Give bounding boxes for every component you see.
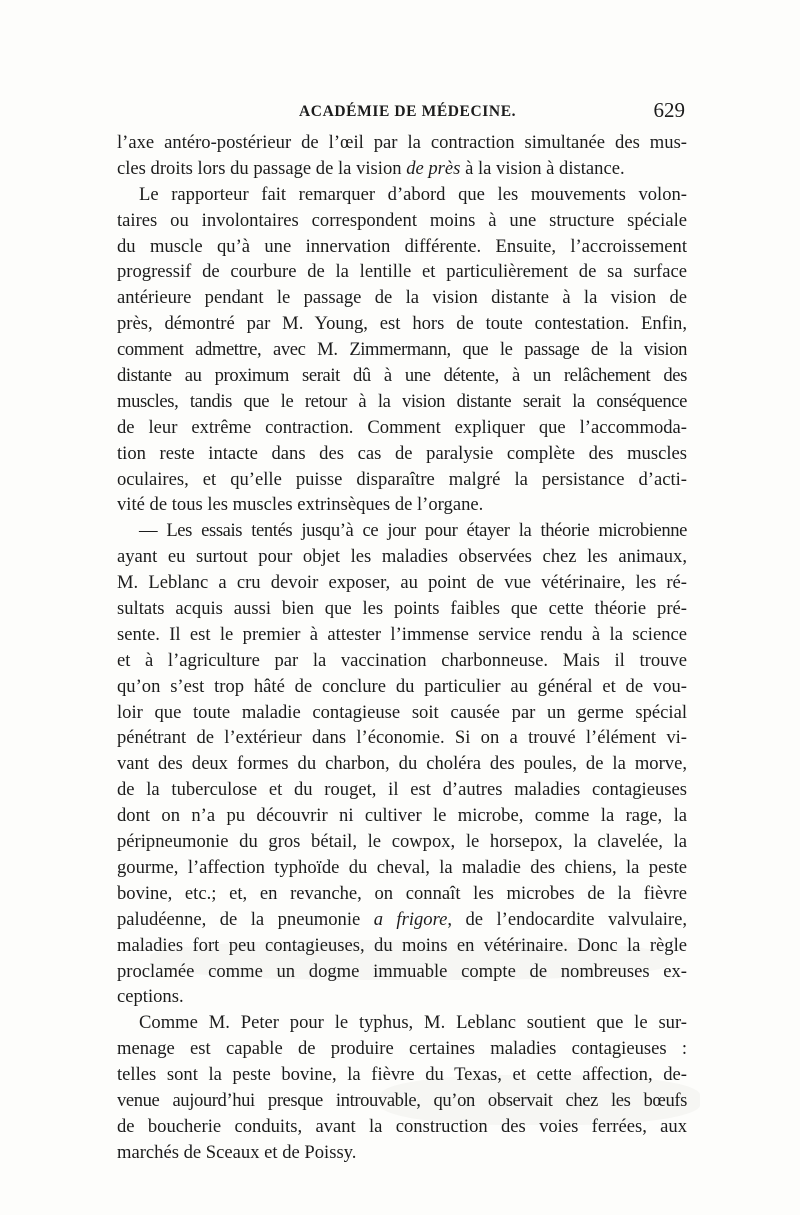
- text-run: oculaires, et qu’elle puisse disparaître malgré la persistance d’acti-: [117, 468, 687, 490]
- text-line: [117, 829, 687, 855]
- text-line: [117, 208, 687, 234]
- text-line: [117, 907, 687, 933]
- text-run: telles sont la peste bovine, la fièvre du Texas, et cette affection, de-: [117, 1064, 687, 1086]
- text-line: [117, 1036, 687, 1062]
- text-run: M. Leblanc a cru devoir exposer, au point de vue vétérinaire, les ré-: [117, 572, 687, 594]
- text-line: [117, 1140, 687, 1166]
- text-line: [117, 674, 687, 700]
- text-line: [117, 570, 687, 596]
- text-run: vant des deux formes du charbon, du choléra des poules, de la morve,: [117, 753, 687, 775]
- page-header: [117, 98, 687, 128]
- text-run: Comme M. Peter pour le typhus, M. Leblanc soutient que le sur-: [139, 1012, 687, 1034]
- text-run: — Les essais tentés jusqu’à ce jour pour étayer la théorie microbienne: [139, 520, 687, 542]
- text-run: à la vision à distance.: [460, 157, 625, 179]
- text-line: [117, 285, 687, 311]
- text-run: maladies fort peu contagieuses, du moins en vétérinaire. Donc la règle: [117, 934, 687, 956]
- text-line: [117, 389, 687, 415]
- text-run: vité de tous les muscles extrinsèques de l’organe.: [117, 494, 484, 516]
- text-run: dont on n’a pu découvrir ni cultiver le microbe, comme la rage, la: [117, 805, 687, 827]
- text-run: de la tuberculose et du rouget, il est d’autres maladies contagieuses: [117, 779, 687, 801]
- text-line: [117, 725, 687, 751]
- text-run: loir que toute maladie contagieuse soit causée par un germe spécial: [117, 701, 687, 723]
- text-run: sente. Il est le premier à attester l’immense service rendu à la science: [117, 623, 687, 645]
- page-number: 629: [653, 98, 685, 122]
- text-run: , de l’endocardite valvulaire,: [447, 908, 687, 930]
- text-line: [117, 156, 687, 182]
- text-run: muscles, tandis que le retour à la vision distante serait la conséquence: [117, 390, 687, 412]
- text-line: [117, 855, 687, 881]
- text-line: [117, 518, 687, 544]
- text-line: [117, 959, 687, 985]
- text-run: ceptions.: [117, 986, 184, 1008]
- italic-run: a frigore: [373, 908, 448, 930]
- text-line: [117, 544, 687, 570]
- text-line: [117, 363, 687, 389]
- text-run: progressif de courbure de la lentille et particulièrement de sa surface: [117, 261, 687, 283]
- text-line: [117, 803, 687, 829]
- text-line: [117, 311, 687, 337]
- text-run: l’axe antéro-postérieur de l’œil par la contraction simultanée des mus-: [117, 132, 687, 153]
- text-line: [117, 1114, 687, 1140]
- text-line: [117, 492, 687, 518]
- text-line: [117, 984, 687, 1010]
- text-line: [117, 700, 687, 726]
- text-run: tion reste intacte dans des cas de paralysie complète des muscles: [117, 442, 687, 464]
- text-line: [117, 933, 687, 959]
- text-line: [117, 441, 687, 467]
- text-line: [117, 751, 687, 777]
- text-line: [117, 130, 687, 156]
- text-run: distante au proximum serait dû à une détente, à un relâchement des: [117, 365, 687, 387]
- text-run: qu’on s’est trop hâté de conclure du particulier au général et de vou-: [117, 675, 687, 697]
- text-run: de boucherie conduits, avant la construction des voies ferrées, aux: [117, 1115, 687, 1137]
- text-run: péripneumonie du gros bétail, le cowpox, le horsepox, la clavelée, la: [117, 831, 687, 853]
- text-line: [117, 648, 687, 674]
- text-line: [117, 622, 687, 648]
- text-line: [117, 881, 687, 907]
- text-run: et à l’agriculture par la vaccination charbonneuse. Mais il trouve: [117, 649, 687, 671]
- text-run: venue aujourd’hui presque introuvable, qu’on observait chez les bœufs: [117, 1089, 687, 1111]
- text-run: bovine, etc.; et, en revanche, on connaît les microbes de la fièvre: [117, 882, 687, 904]
- text-line: [117, 467, 687, 493]
- text-run: cles droits lors du passage de la vision: [117, 157, 407, 179]
- text-line: [117, 1088, 687, 1114]
- text-run: de leur extrême contraction. Comment expliquer que l’accommoda-: [117, 416, 687, 438]
- text-run: sultats acquis aussi bien que les points faibles que cette théorie pré-: [117, 598, 687, 620]
- text-line: [117, 777, 687, 803]
- text-run: marchés de Sceaux et de Poissy.: [117, 1141, 357, 1163]
- text-run: comment admettre, avec M. Zimmermann, que le passage de la vision: [117, 339, 687, 361]
- text-run: menage est capable de produire certaines maladies contagieuses :: [117, 1038, 687, 1060]
- text-run: du muscle qu’à une innervation différente. Ensuite, l’accroissement: [117, 235, 687, 257]
- text-line: [117, 337, 687, 363]
- text-line: [117, 259, 687, 285]
- text-run: taires ou involontaires correspondent moins à une structure spéciale: [117, 209, 687, 231]
- text-line: [117, 1010, 687, 1036]
- text-run: proclamée comme un dogme immuable compte de nombreuses ex-: [117, 960, 687, 982]
- text-run: paludéenne, de la pneumonie: [117, 908, 374, 930]
- text-run: près, démontré par M. Young, est hors de toute contestation. Enfin,: [117, 313, 687, 335]
- running-head: ACADÉMIE DE MÉDECINE.: [299, 103, 517, 120]
- text-line: [117, 596, 687, 622]
- text-line: [117, 415, 687, 441]
- italic-run: de près: [406, 157, 461, 179]
- text-run: antérieure pendant le passage de la vision distante à la vision de: [117, 287, 687, 309]
- text-line: [117, 182, 687, 208]
- text-run: gourme, l’affection typhoïde du cheval, la maladie des chiens, la peste: [117, 856, 687, 878]
- text-run: pénétrant de l’extérieur dans l’économie. Si on a trouvé l’élément vi-: [117, 727, 687, 749]
- text-line: [117, 234, 687, 260]
- text-run: Le rapporteur fait remarquer d’abord que les mouvements volon-: [139, 183, 687, 205]
- text-run: ayant eu surtout pour objet les maladies observées chez les animaux,: [117, 546, 687, 568]
- body-text: [117, 130, 687, 1166]
- text-line: [117, 1062, 687, 1088]
